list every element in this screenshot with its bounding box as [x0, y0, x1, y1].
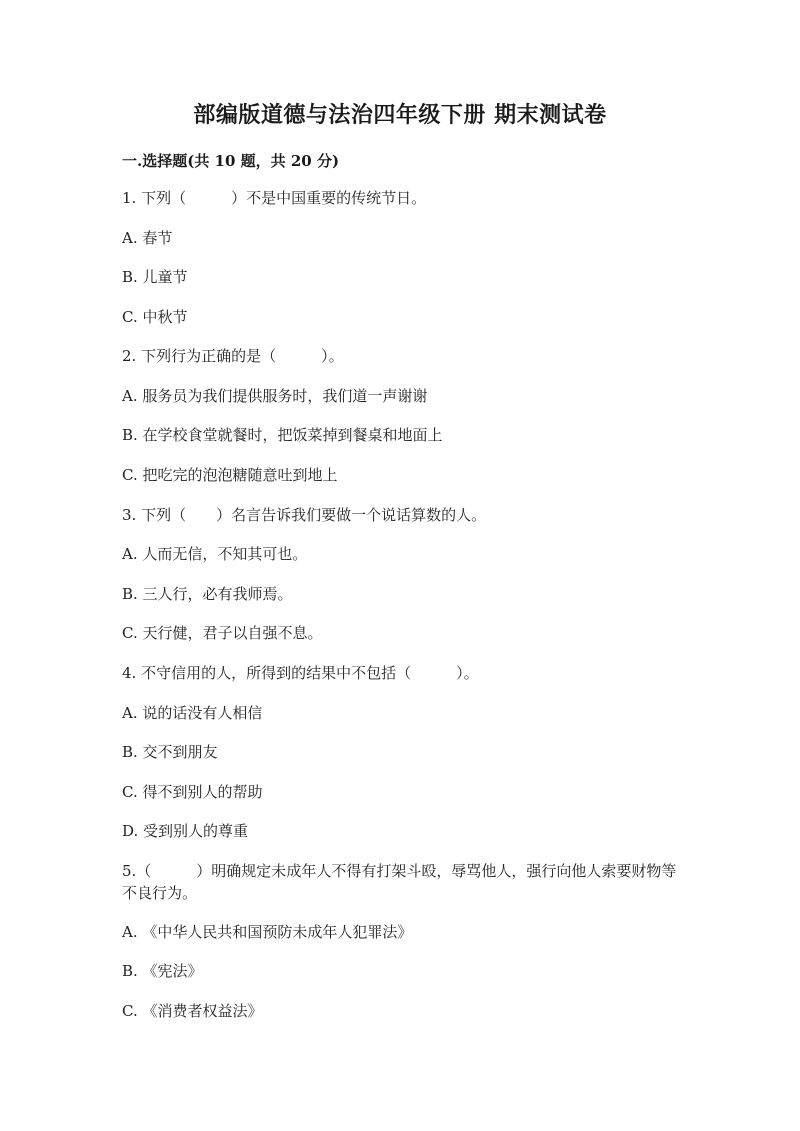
page-title: 部编版道德与法治四年级下册 期末测试卷 — [193, 102, 607, 128]
question-5-stem: 5.（ ）明确规定未成年人不得有打架斗殴，辱骂他人，强行向他人索要财物等不良行为。 — [122, 862, 677, 902]
question-4-option-c: C. 得不到别人的帮助 — [122, 783, 263, 801]
question-1-stem: 1. 下列（ ）不是中国重要的传统节日。 — [122, 189, 427, 207]
question-5-option-b: B. 《宪法》 — [122, 962, 203, 980]
question-1-option-b: B. 儿童节 — [122, 268, 188, 286]
question-2-stem: 2. 下列行为正确的是（ ）。 — [122, 347, 344, 365]
question-1-option-c: C. 中秋节 — [122, 308, 188, 326]
question-3-option-b: B. 三人行，必有我师焉。 — [122, 585, 293, 603]
question-4-option-a: A. 说的话没有人相信 — [122, 704, 263, 722]
question-2-option-c: C. 把吃完的泡泡糖随意吐到地上 — [122, 466, 338, 484]
question-4-option-b: B. 交不到朋友 — [122, 743, 218, 761]
question-3-option-c: C. 天行健，君子以自强不息。 — [122, 624, 323, 642]
question-3-stem: 3. 下列（ ）名言告诉我们要做一个说话算数的人。 — [122, 506, 487, 524]
question-4-option-d: D. 受到别人的尊重 — [122, 822, 249, 840]
question-2-option-b: B. 在学校食堂就餐时，把饭菜掉到餐桌和地面上 — [122, 426, 443, 444]
question-4-stem: 4. 不守信用的人，所得到的结果中不包括（ ）。 — [122, 664, 479, 682]
question-5-option-c: C. 《消费者权益法》 — [122, 1002, 263, 1020]
question-3-option-a: A. 人而无信，不知其可也。 — [122, 545, 308, 563]
section-heading: 一.选择题(共 10 题，共 20 分) — [122, 152, 340, 170]
question-5-option-a: A. 《中华人民共和国预防未成年人犯罪法》 — [122, 923, 413, 941]
question-2-option-a: A. 服务员为我们提供服务时，我们道一声谢谢 — [122, 387, 428, 405]
question-1-option-a: A. 春节 — [122, 229, 173, 247]
